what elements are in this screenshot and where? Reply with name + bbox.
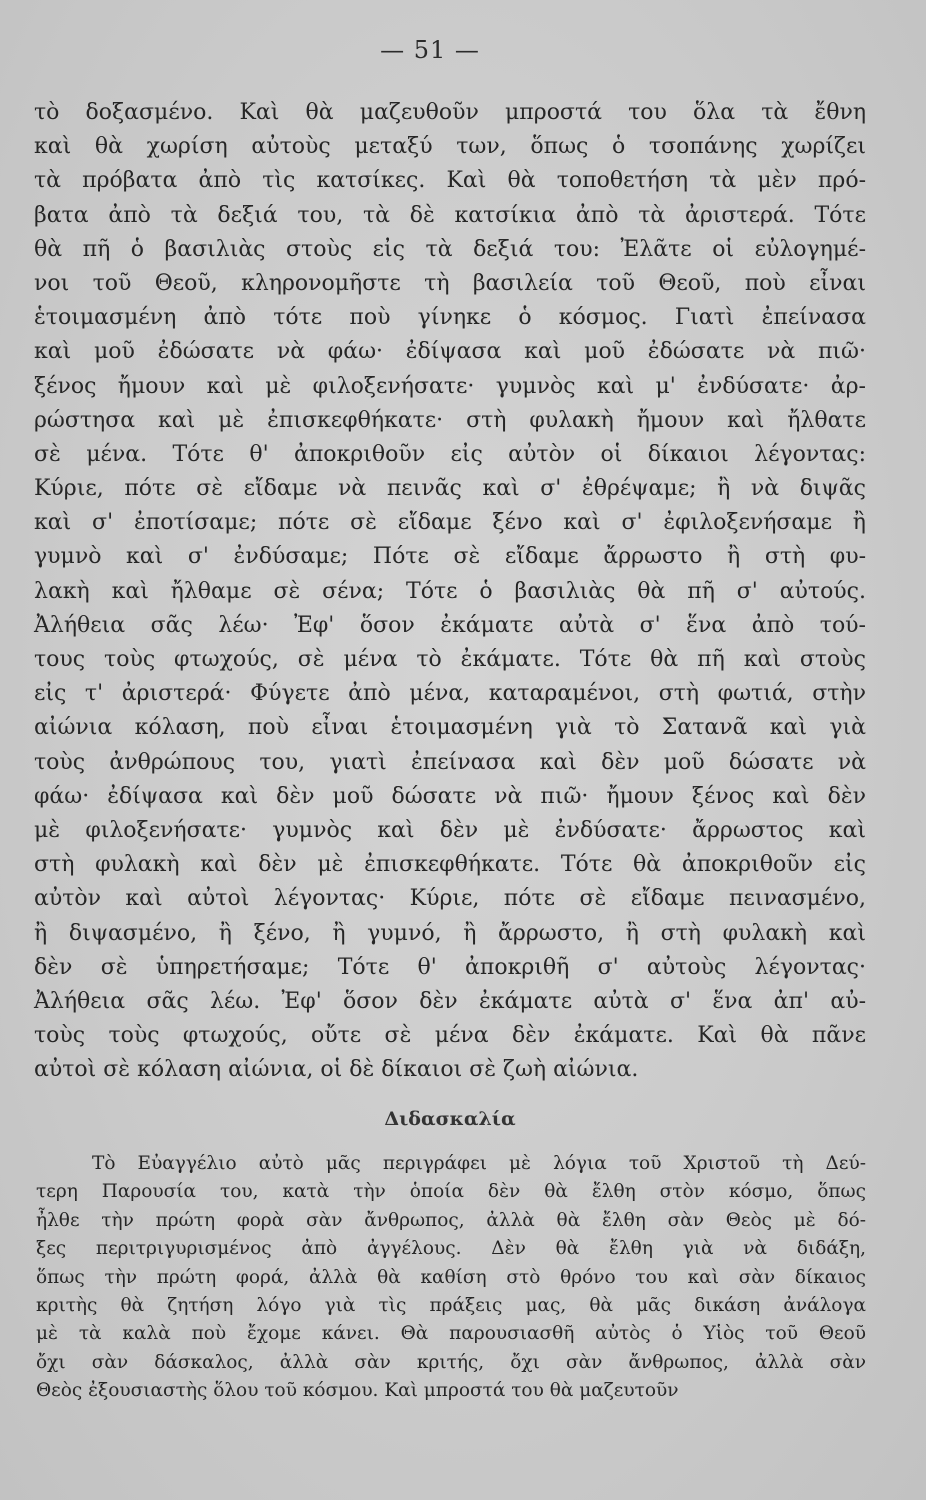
- text-line: ρώστησα καὶ μὲ ἐπισκεφθήκατε· στὴ φυλακὴ ἤμουν καὶ ἤλθατε: [34, 407, 866, 433]
- text-line: εἰς τ' ἀριστερά· Φύγετε ἀπὸ μένα, καταραμένοι, στὴ φωτιά, στὴν: [34, 681, 866, 707]
- text-line: αἰώνια κόλαση, ποὺ εἶναι ἑτοιμασμένη γιὰ τὸ Σατανᾶ καὶ γιὰ: [34, 715, 866, 741]
- teaching-line: κριτὴς θὰ ζητήση λόγο γιὰ τὶς πράξεις μας, θὰ μᾶς δικάση ἀνάλογα: [36, 1294, 866, 1316]
- teaching-line: ὅπως τὴν πρώτη φορά, ἀλλὰ θὰ καθίση στὸ θρόνο του καὶ σὰν δίκαιος: [36, 1266, 866, 1288]
- text-line: αὐτοὶ σὲ κόλαση αἰώνια, οἱ δὲ δίκαιοι σὲ ζωὴ αἰώνια.: [34, 1057, 639, 1083]
- text-line: Ἀλήθεια σᾶς λέω. Ἐφ' ὅσον δὲν ἐκάματε αὐτὰ σ' ἕνα ἀπ' αὐ-: [34, 988, 866, 1014]
- text-line: τοὺς ἀνθρώπους του, γιατὶ ἐπείνασα καὶ δὲν μοῦ δώσατε νὰ: [34, 749, 866, 775]
- text-line: θὰ πῆ ὁ βασιλιὰς στοὺς εἰς τὰ δεξιά του: Ἐλᾶτε οἱ εὐλογημέ-: [34, 236, 866, 262]
- text-line: ἑτοιμασμένη ἀπὸ τότε ποὺ γίνηκε ὁ κόσμος. Γιατὶ ἐπείνασα: [34, 305, 866, 331]
- text-line: ἢ διψασμένο, ἢ ξένο, ἢ γυμνό, ἢ ἄρρωστο, ἢ στὴ φυλακὴ καὶ: [34, 920, 866, 946]
- text-line: τὰ πρόβατα ἀπὸ τὶς κατσίκες. Καὶ θὰ τοποθετήση τὰ μὲν πρό-: [34, 168, 866, 194]
- text-line: τοὺς τοὺς φτωχούς, οὔτε σὲ μένα δὲν ἐκάματε. Καὶ θὰ πᾶνε: [34, 1023, 866, 1049]
- text-line: σὲ μένα. Τότε θ' ἀποκριθοῦν εἰς αὐτὸν οἱ δίκαιοι λέγοντας:: [34, 441, 866, 467]
- main-text-block: [34, 96, 866, 1087]
- teaching-line: ξες περιτριγυρισμένος ἀπὸ ἀγγέλους. Δὲν θὰ ἔλθη γιὰ νὰ διδάξη,: [36, 1238, 866, 1260]
- teaching-line: Θεὸς ἐξουσιαστὴς ὅλου τοῦ κόσμου. Καὶ μπροστά του θὰ μαζευτοῦν: [36, 1380, 679, 1402]
- text-line: τους τοὺς φτωχούς, σὲ μένα τὸ ἐκάματε. Τότε θὰ πῆ καὶ στοὺς: [34, 647, 866, 672]
- text-line: βατα ἀπὸ τὰ δεξιά του, τὰ δὲ κατσίκια ἀπὸ τὰ ἀριστερά. Τότε: [34, 202, 866, 228]
- text-line: στὴ φυλακὴ καὶ δὲν μὲ ἐπισκεφθήκατε. Τότε θὰ ἀποκριθοῦν εἰς: [34, 852, 866, 878]
- section-heading: Διδασκαλία: [384, 1108, 516, 1130]
- text-line: ξένος ἤμουν καὶ μὲ φιλοξενήσατε· γυμνὸς καὶ μ' ἐνδύσατε· ἀρ-: [34, 373, 866, 399]
- text-line: νοι τοῦ Θεοῦ, κληρονομῆστε τὴ βασιλεία τοῦ Θεοῦ, ποὺ εἶναι: [34, 270, 866, 296]
- teaching-line: ὄχι σὰν δάσκαλος, ἀλλὰ σὰν κριτής, ὄχι σὰν ἄνθρωπος, ἀλλὰ σὰν: [36, 1351, 866, 1373]
- teaching-text-block: [36, 1150, 866, 1406]
- text-line: τὸ δοξασμένο. Καὶ θὰ μαζευθοῦν μπροστά του ὅλα τὰ ἔθνη: [34, 100, 866, 125]
- text-line: καὶ θὰ χωρίση αὐτοὺς μεταξύ των, ὅπως ὁ τσοπάνης χωρίζει: [34, 134, 866, 160]
- teaching-line: Τὸ Εὐαγγέλιο αὐτὸ μᾶς περιγράφει μὲ λόγια τοῦ Χριστοῦ τὴ Δεύ-: [92, 1153, 866, 1174]
- text-line: Ἀλήθεια σᾶς λέω· Ἐφ' ὅσον ἐκάματε αὐτὰ σ' ἕνα ἀπὸ τού-: [34, 612, 866, 638]
- page-number: — 51 —: [380, 36, 480, 64]
- text-line: Κύριε, πότε σὲ εἴδαμε νὰ πεινᾶς καὶ σ' ἐθρέψαμε; ἢ νὰ διψᾶς: [34, 476, 866, 502]
- text-line: αὐτὸν καὶ αὐτοὶ λέγοντας· Κύριε, πότε σὲ εἴδαμε πεινασμένο,: [34, 886, 866, 912]
- text-line: καὶ μοῦ ἐδώσατε νὰ φάω· ἐδίψασα καὶ μοῦ ἐδώσατε νὰ πιῶ·: [34, 339, 866, 365]
- teaching-line: τερη Παρουσία του, κατὰ τὴν ὁποία δὲν θὰ ἔλθη στὸν κόσμο, ὅπως: [36, 1181, 866, 1203]
- teaching-line: μὲ τὰ καλὰ ποὺ ἔχομε κάνει. Θὰ παρουσιασθῆ αὐτὸς ὁ Υἱὸς τοῦ Θεοῦ: [36, 1323, 866, 1345]
- text-line: λακὴ καὶ ἤλθαμε σὲ σένα; Τότε ὁ βασιλιὰς θὰ πῆ σ' αὐτούς.: [34, 578, 866, 604]
- text-line: καὶ σ' ἐποτίσαμε; πότε σὲ εἴδαμε ξένο καὶ σ' ἐφιλοξενήσαμε ἢ: [34, 510, 866, 536]
- text-line: δὲν σὲ ὑπηρετήσαμε; Τότε θ' ἀποκριθῆ σ' αὐτοὺς λέγοντας·: [34, 954, 866, 980]
- text-line: γυμνὸ καὶ σ' ἐνδύσαμε; Πότε σὲ εἴδαμε ἄρρωστο ἢ στὴ φυ-: [34, 544, 866, 570]
- text-line: φάω· ἐδίψασα καὶ δὲν μοῦ δώσατε νὰ πιῶ· ἤμουν ξένος καὶ δὲν: [34, 783, 866, 809]
- text-line: μὲ φιλοξενήσατε· γυμνὸς καὶ δὲν μὲ ἐνδύσατε· ἄρρωστος καὶ: [34, 817, 866, 843]
- teaching-line: ἦλθε τὴν πρώτη φορὰ σὰν ἄνθρωπος, ἀλλὰ θὰ ἔλθη σὰν Θεὸς μὲ δό-: [36, 1209, 866, 1231]
